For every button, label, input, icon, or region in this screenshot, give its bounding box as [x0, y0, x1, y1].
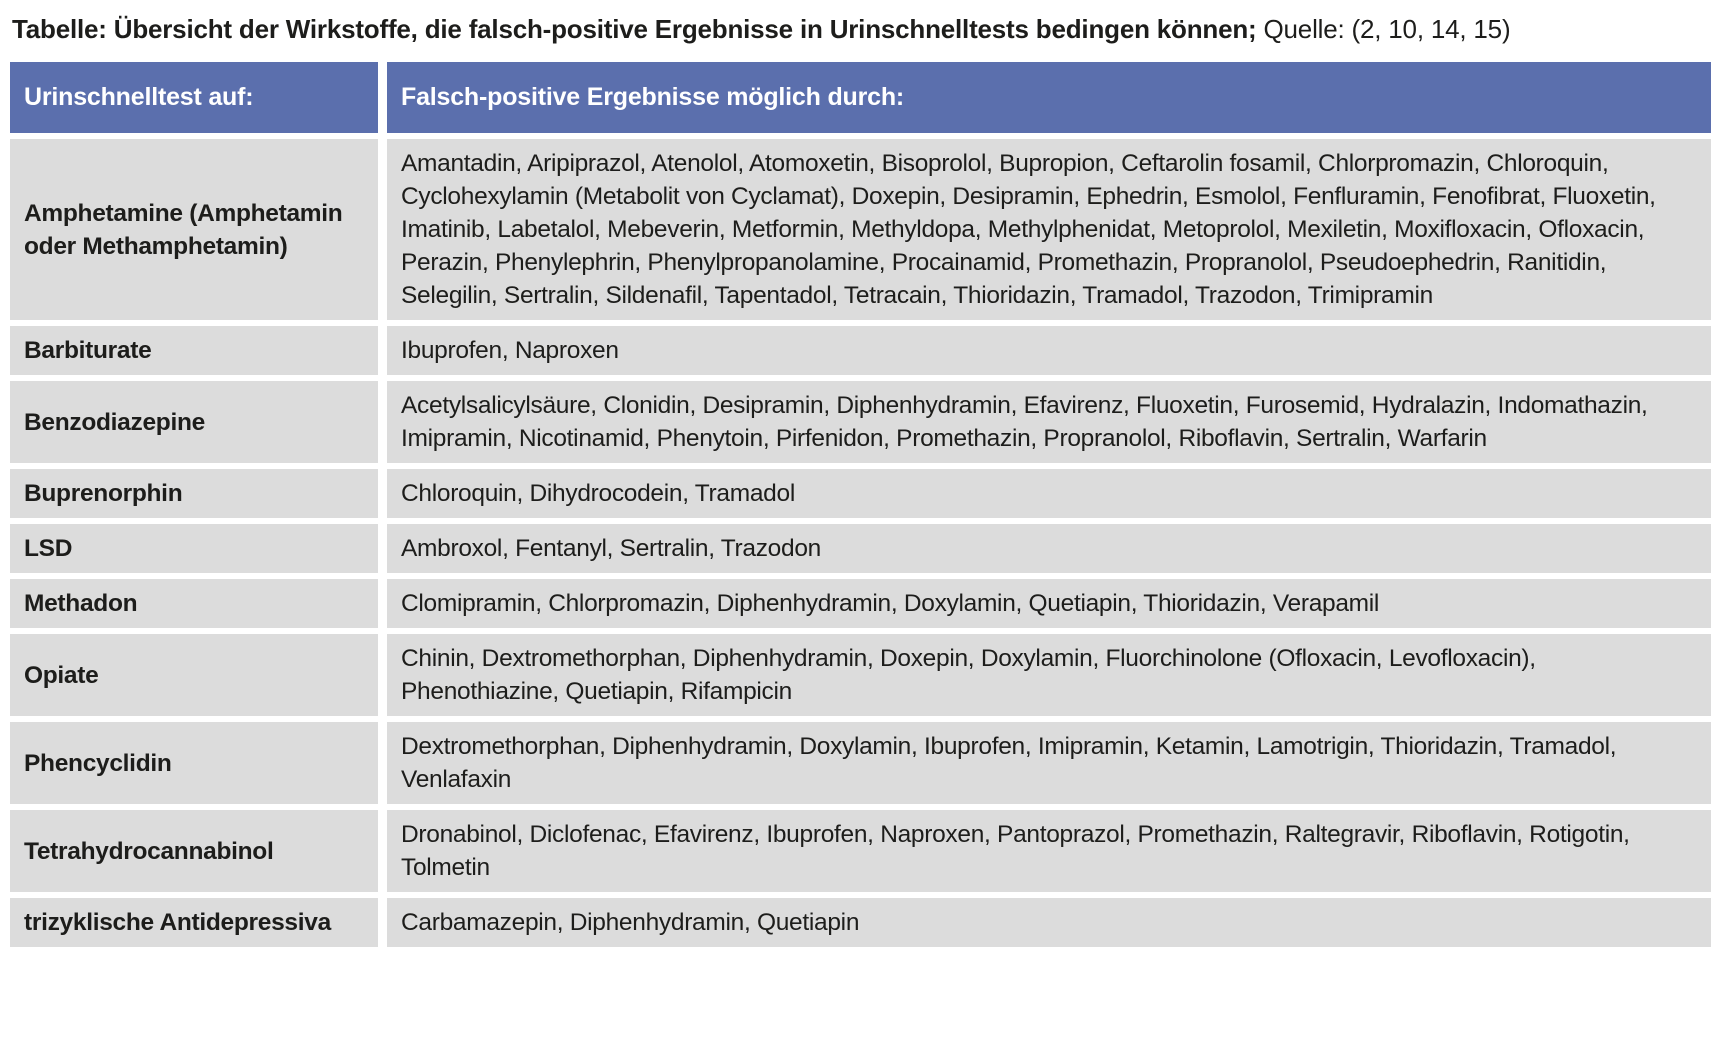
substances-text: Chinin, Dextromethorphan, Diphenhydramin, Doxepin, Doxylamin, Fluorchinolone (Ofloxacin, Levofloxacin), Phenothiazine, Quetiapin, Rifampicin — [401, 645, 1536, 705]
test-name: Phencyclidin — [24, 749, 172, 777]
test-name-cell — [10, 579, 378, 628]
test-name: Tetrahydrocannabinol — [24, 837, 274, 865]
substances-text: Dextromethorphan, Diphenhydramin, Doxylamin, Ibuprofen, Imipramin, Ketamin, Lamotrigin, Thioridazin, Tramadol, Venlafaxin — [401, 733, 1617, 793]
column-header-test: Urinschnelltest auf: — [10, 62, 378, 133]
substances-cell — [387, 326, 1711, 375]
test-name-cell — [10, 139, 378, 320]
substances-text: Ambroxol, Fentanyl, Sertralin, Trazodon — [401, 535, 821, 562]
table-caption-source: Quelle: (2, 10, 14, 15) — [1256, 14, 1511, 44]
test-name: trizyklische Antidepressiva — [24, 909, 331, 936]
table-row — [10, 326, 1711, 375]
substances-cell — [387, 722, 1711, 804]
table-row — [10, 469, 1711, 518]
test-name: Buprenorphin — [24, 480, 183, 507]
test-name-cell — [10, 381, 378, 463]
substances-text: Carbamazepin, Diphenhydramin, Quetiapin — [401, 909, 860, 936]
substances-text: Ibuprofen, Naproxen — [401, 337, 619, 364]
substances-cell — [387, 139, 1711, 320]
test-name-cell — [10, 524, 378, 573]
substances-text: Dronabinol, Diclofenac, Efavirenz, Ibuprofen, Naproxen, Pantoprazol, Promethazin, Raltegravir, Riboflavin, Rotigotin, Tolmetin — [401, 821, 1630, 881]
substances-cell — [387, 381, 1711, 463]
table-body — [10, 139, 1711, 947]
table-row — [10, 139, 1711, 320]
substances-text: Chloroquin, Dihydrocodein, Tramadol — [401, 480, 795, 507]
substances-text: Amantadin, Aripiprazol, Atenolol, Atomoxetin, Bisoprolol, Bupropion, Ceftarolin fosamil, Chlorpromazin, Chloroquin, Cyclohexylamin (Metabolit von Cyclamat), Doxepin, Desipramin, Ephedrin, Esmolol, Fenfluramin, Fenofibrat, Fluoxetin, Imatinib, Labetalol, Mebeverin, Metformin, Methyldopa, Methylphenidat, Metoprolol, Mexiletin, Moxifloxacin, Ofloxacin, Perazin, Phenylephrin, Phenylpropanolamine, Procainamid, Promethazin, Propranolol, Pseudoephedrin, Ranitidin, Selegilin, Sertralin, Sildenafil, Tapentadol, Tetracain, Thioridazin, Tramadol, Trazodon, Trimipramin — [401, 150, 1656, 309]
substances-cell — [387, 810, 1711, 892]
test-name: Amphetamine (Amphetamin oder Methamphetamin) — [24, 199, 343, 260]
table-caption-title: Tabelle: Übersicht der Wirkstoffe, die falsch-positive Ergebnisse in Urinschnelltests bedingen können; — [12, 14, 1257, 44]
test-name-cell — [10, 898, 378, 947]
test-name-cell — [10, 810, 378, 892]
table-row — [10, 634, 1711, 716]
table-row — [10, 579, 1711, 628]
substances-cell — [387, 634, 1711, 716]
table-row — [10, 898, 1711, 947]
drug-test-table — [10, 62, 1711, 947]
test-name-cell — [10, 469, 378, 518]
table-row — [10, 810, 1711, 892]
table-caption — [12, 12, 1711, 46]
test-name: Benzodiazepine — [24, 408, 205, 436]
table-row — [10, 524, 1711, 573]
test-name-cell — [10, 326, 378, 375]
test-name-cell — [10, 634, 378, 716]
column-header-substances: Falsch-positive Ergebnisse möglich durch: — [387, 62, 1711, 133]
substances-text: Clomipramin, Chlorpromazin, Diphenhydramin, Doxylamin, Quetiapin, Thioridazin, Verapamil — [401, 590, 1380, 617]
substances-cell — [387, 524, 1711, 573]
table-row — [10, 722, 1711, 804]
substances-cell — [387, 579, 1711, 628]
table-header-row — [10, 62, 1711, 133]
test-name: Methadon — [24, 590, 138, 617]
substances-text: Acetylsalicylsäure, Clonidin, Desipramin, Diphenhydramin, Efavirenz, Fluoxetin, Furosemid, Hydralazin, Indomathazin, Imipramin, Nicotinamid, Phenytoin, Pirfenidon, Promethazin, Propranolol, Riboflavin, Sertralin, Warfarin — [401, 392, 1648, 452]
test-name: LSD — [24, 535, 73, 562]
test-name-cell — [10, 722, 378, 804]
substances-cell — [387, 469, 1711, 518]
substances-cell — [387, 898, 1711, 947]
test-name: Barbiturate — [24, 337, 152, 364]
table-row — [10, 381, 1711, 463]
test-name: Opiate — [24, 661, 99, 689]
